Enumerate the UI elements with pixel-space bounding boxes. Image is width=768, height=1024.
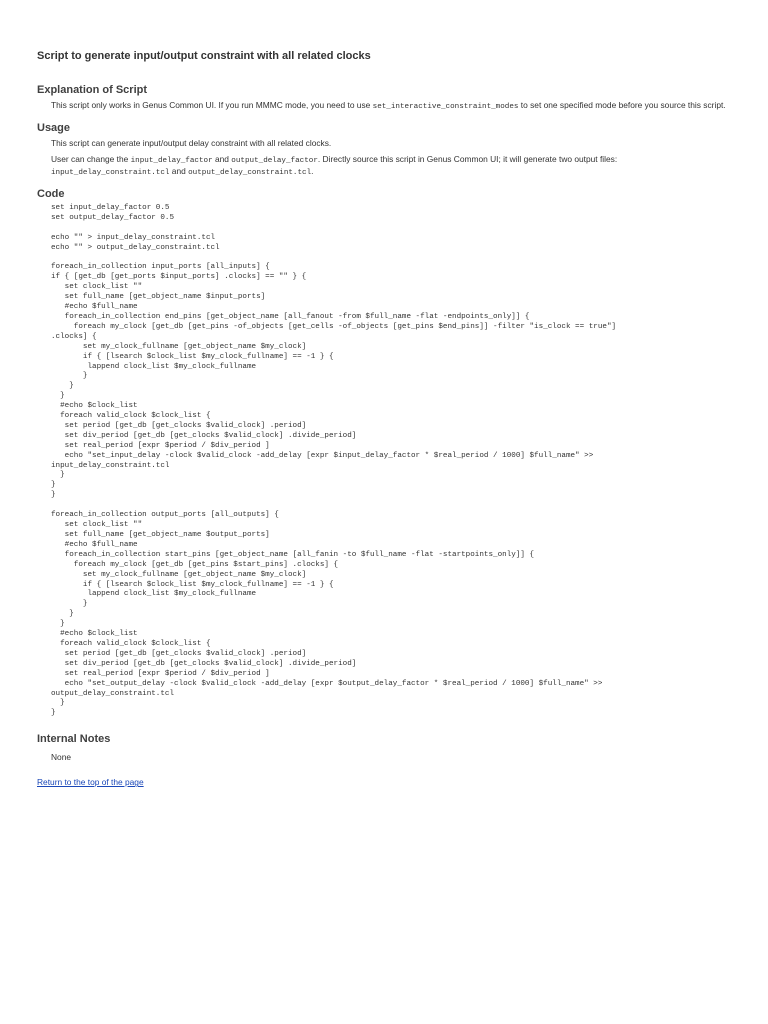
notes-heading: Internal Notes [37,733,111,746]
explanation-section [37,82,737,112]
usage-code-output-factor: output_delay_factor [231,157,318,165]
usage-paragraph-2 [51,154,737,178]
notes-section [37,731,737,762]
code-section [37,186,737,719]
page-title: Script to generate input/output constraint with all related clocks [37,50,371,62]
return-to-top-link[interactable]: Return to the top of the page [37,777,144,788]
usage-heading: Usage [37,122,71,134]
usage-text-a: User can change the [51,154,131,164]
code-block-input: set input_delay_factor 0.5 set output_delay_factor 0.5 echo "" > input_delay_constraint.tcl echo "" > output_delay_constraint.tcl foreach_in_collection input_ports [all_inputs] { if { [get_db [get_ports $input_ports] .clocks] == "" } { set clock_list "" set full_name [get_object_name $input_ports] #echo $full_name foreach_in_collection end_pins [get_object_name [all_fanout -from $full_name -flat -endpoints_only]] { foreach my_clock [get_db [get_pins -of_objects [get_cells -of_objects [get_pins $end_pins]] -filter "is_clock == true"] .clocks] { set my_clock_fullname [get_object_name $my_clock] if { [lsearch $clock_list $my_clock_fullname] == -1 } { lappend clock_list $my_clock_fullname } } } #echo $clock_list foreach valid_clock $clock_list { set period [get_db [get_clocks $valid_clock] .period] set div_period [get_db [get_clocks $valid_clock] .divide_period] set real_period [expr $period / $div_period ] echo "set_input_delay -clock $valid_clock -add_delay [expr $input_delay_factor * $real_period / 1000] $full_name" >> input_delay_constraint.tcl } } } [51,204,617,500]
explanation-text-a: This script only works in Genus Common UI. If you run MMMC mode, you need to use [51,100,373,110]
explanation-text-b: to set one specified mode before you source this script. [518,100,726,110]
document [37,46,737,790]
code-block-output: foreach_in_collection output_ports [all_outputs] { set clock_list "" set full_name [get_object_name $output_ports] #echo $full_name foreach_in_collection start_pins [get_object_name [all_fanin -to $full_name -flat -startpoints_only]] { foreach my_clock [get_db [get_pins $start_pins] .clocks] { set my_clock_fullname [get_object_name $my_clock] if { [lsearch $clock_list $my_clock_fullname] == -1 } { lappend clock_list $my_clock_fullname } } } #echo $clock_list foreach valid_clock $clock_list { set period [get_db [get_clocks $valid_clock] .period] set div_period [get_db [get_clocks $valid_clock] .divide_period] set real_period [expr $period / $div_period ] echo "set_output_delay -clock $valid_clock -add_delay [expr $output_delay_factor * $real_period / 1000] $full_name" >> output_delay_constraint.tcl } } [51,511,603,718]
notes-text: None [51,752,72,763]
explanation-heading: Explanation of Script [37,84,148,96]
usage-text-c: . Directly source this script in Genus Common UI; it will generate two output files: [317,154,618,164]
usage-code-input-factor: input_delay_factor [130,157,213,165]
usage-text-d: and [169,166,189,176]
code-heading: Code [37,188,65,200]
explanation-paragraph [51,100,737,112]
usage-paragraph-1: This script can generate input/output delay constraint with all related clocks. [51,138,332,148]
usage-text-b: and [212,154,232,164]
explanation-code: set_interactive_constraint_modes [372,103,519,111]
usage-code-input-file: input_delay_constraint.tcl [51,169,170,177]
usage-text-e: . [311,166,314,176]
usage-section [37,120,737,178]
usage-code-output-file: output_delay_constraint.tcl [188,169,312,177]
